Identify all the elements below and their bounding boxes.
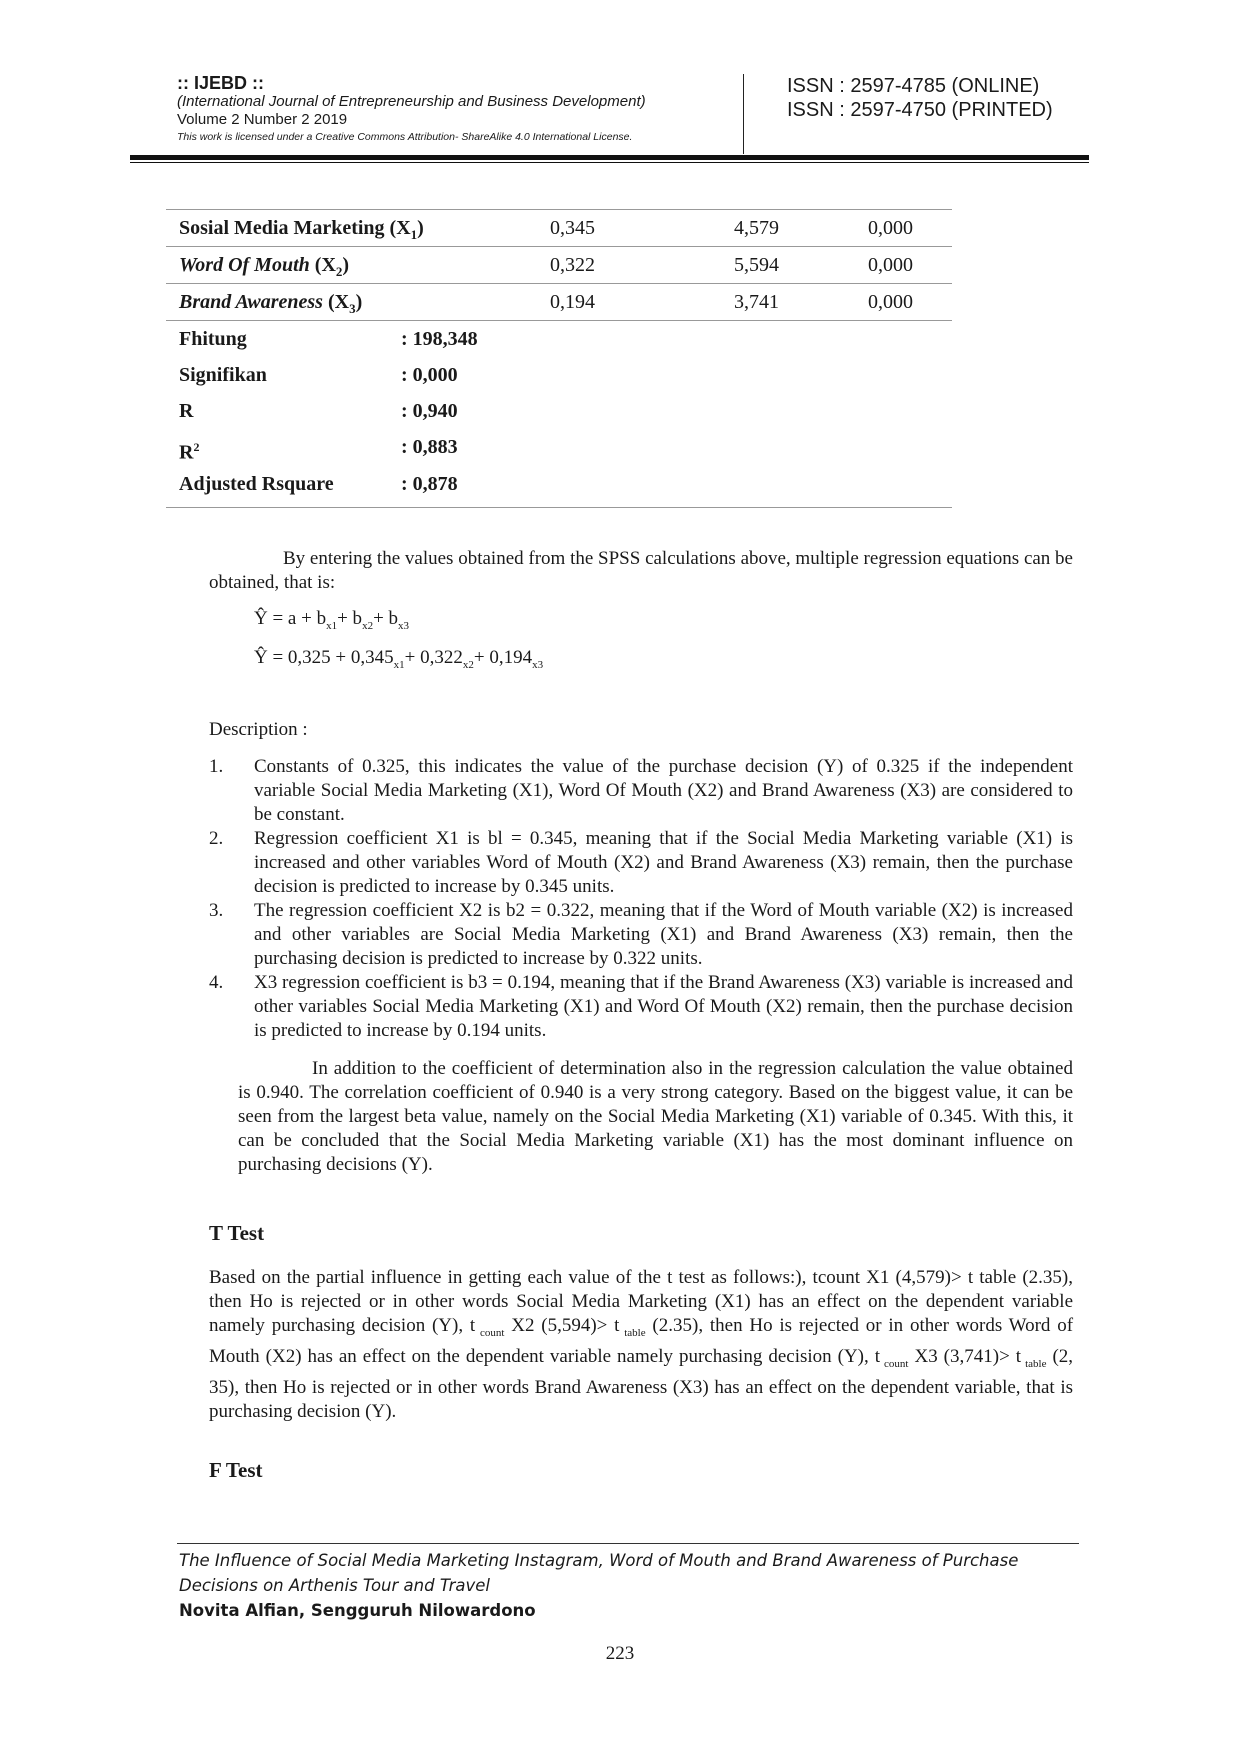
table-rule	[166, 507, 952, 508]
stat-value: : 0,883	[401, 436, 458, 458]
sig-value: 0,000	[868, 291, 913, 313]
journal-header	[177, 73, 737, 144]
header-rule-thin	[130, 162, 1089, 163]
issn-online: ISSN : 2597-4785 (ONLINE)	[787, 75, 1040, 97]
table-rule	[166, 209, 952, 210]
journal-volume: Volume 2 Number 2 2019	[177, 111, 348, 128]
t-value: 4,579	[734, 217, 779, 239]
stat-value: : 0,878	[401, 473, 458, 495]
table-rule	[166, 320, 952, 321]
variable-name: Brand Awareness $(X_3)$	[179, 291, 363, 316]
beta-value: 0,194	[550, 291, 595, 313]
table-row	[166, 288, 952, 324]
beta-value: 0,345	[550, 217, 595, 239]
t-test-heading: T Test	[209, 1221, 265, 1245]
paper-authors: Novita Alfian, Sengguruh Nilowardono	[179, 1601, 536, 1620]
correlation-paragraph: In addition to the coefficient of determination also in the regression calculation the value obtained is 0.940. The correlation coefficient of 0.940 is a very strong category. Based on the biggest value, it can be seen from the largest beta value, namely on the Social Media Marketing (X1) variable of 0.345. With this, it can be concluded that the Social Media Marketing variable (X1) has the most dominant influence on purchasing decisions (Y).	[238, 1058, 1073, 1175]
stat-row	[166, 397, 952, 433]
sig-value: 0,000	[868, 254, 913, 276]
stat-value: : 0,940	[401, 400, 458, 422]
stat-label: R	[179, 400, 194, 422]
stat-row	[166, 361, 952, 397]
table-row	[166, 251, 952, 287]
stat-label: Signifikan	[179, 364, 267, 386]
stat-row	[166, 470, 952, 506]
issn-block	[787, 74, 1053, 122]
beta-value: 0,322	[550, 254, 595, 276]
stat-label: Adjusted Rsquare	[179, 473, 334, 495]
footer	[179, 1548, 1079, 1623]
table-row	[166, 214, 952, 250]
journal-short-title: :: IJEBD ::	[177, 73, 264, 93]
equation-general: Ŷ = $a + b_{x1}+ b_{x2}+ b_{x3}$	[254, 608, 410, 632]
t-test-paragraph: Based on the partial influence in getting each value of the t test as follows:), tcount X1 (4,579)> t table (2.35), then Ho is rejected or in other words Social Media Marketing (X1) has an effect on the dependent variable namely purchasing decision (Y), t $_{count}$ X2 (5,594)> t $_{table}$ (2.35), then Ho is rejected or in other words Word of Mouth (X2) has an effect on the dependent variable namely purchasing decision (Y), t $_{count}$ X3 (3,741)> t $_{table}$ (2, 35), then Ho is rejected or in other words Brand Awareness (X3) has an effect on the dependent variable, that is purchasing decision (Y).	[209, 1267, 1074, 1422]
paper-title: The Influence of Social Media Marketing Instagram, Word of Mouth and Brand Awareness of Purchase Decisions on Arthenis Tour and Travel	[179, 1551, 1019, 1595]
equation-estimated: Ŷ = $0,325 + 0,345_{x1}+ 0,322_{x2}+ 0,194_{x3}$	[254, 647, 544, 671]
description-label: Description :	[209, 719, 308, 740]
issn-printed: ISSN : 2597-4750 (PRINTED)	[787, 99, 1053, 121]
list-item: 4. X3 regression coefficient is b3 = 0.194, meaning that if the Brand Awareness (X3) variable is increased and other variables Social Media Marketing (X1) and Word Of Mouth (X2) remain, then the purchase decision is predicted to increase by 0.194 units.	[209, 972, 1073, 1041]
list-item: 3. The regression coefficient X2 is b2 = 0.322, meaning that if the Word of Mouth variable (X2) is increased and other variables are Social Media Marketing (X1) and Brand Awareness (X3) remain, then the purchasing decision is predicted to increase by 0.322 units.	[209, 900, 1073, 969]
description-list	[209, 755, 1073, 1043]
t-value: 3,741	[734, 291, 779, 313]
stat-row	[166, 325, 952, 361]
t-value: 5,594	[734, 254, 779, 276]
sig-value: 0,000	[868, 217, 913, 239]
list-item: 1. Constants of 0.325, this indicates the value of the purchase decision (Y) of 0.325 if the independent variable Social Media Marketing (X1), Word Of Mouth (X2) and Brand Awareness (X3) are considered to be constant.	[209, 756, 1073, 825]
footer-rule	[177, 1543, 1079, 1544]
stat-value: : 0,000	[401, 364, 458, 386]
table-rule	[166, 283, 952, 284]
header-divider	[743, 74, 744, 154]
stat-row	[166, 433, 952, 469]
intro-paragraph: By entering the values obtained from the SPSS calculations above, multiple regression equations can be obtained, that is:	[209, 548, 1073, 593]
variable-name: Sosial Media Marketing $(X_1)$	[179, 217, 424, 242]
license-note: This work is licensed under a Creative Commons Attribution- ShareAlike 4.0 International License.	[177, 131, 633, 143]
stat-label: $R^2$	[179, 440, 200, 464]
stat-value: : 198,348	[401, 328, 478, 350]
stat-label: Fhitung	[179, 328, 247, 350]
table-rule	[166, 246, 952, 247]
list-item: 2. Regression coefficient X1 is bl = 0.345, meaning that if the Social Media Marketing variable (X1) is increased and other variables Word of Mouth (X2) and Brand Awareness (X3) remain, then the purchase decision is predicted to increase by 0.345 units.	[209, 828, 1073, 897]
page-number: 223	[605, 1643, 635, 1664]
variable-name: Word Of Mouth $(X_2)$	[179, 254, 350, 279]
header-rule-thick	[130, 155, 1089, 160]
journal-full-title: (International Journal of Entrepreneurship and Business Development)	[177, 93, 646, 110]
f-test-heading: F Test	[209, 1458, 263, 1482]
